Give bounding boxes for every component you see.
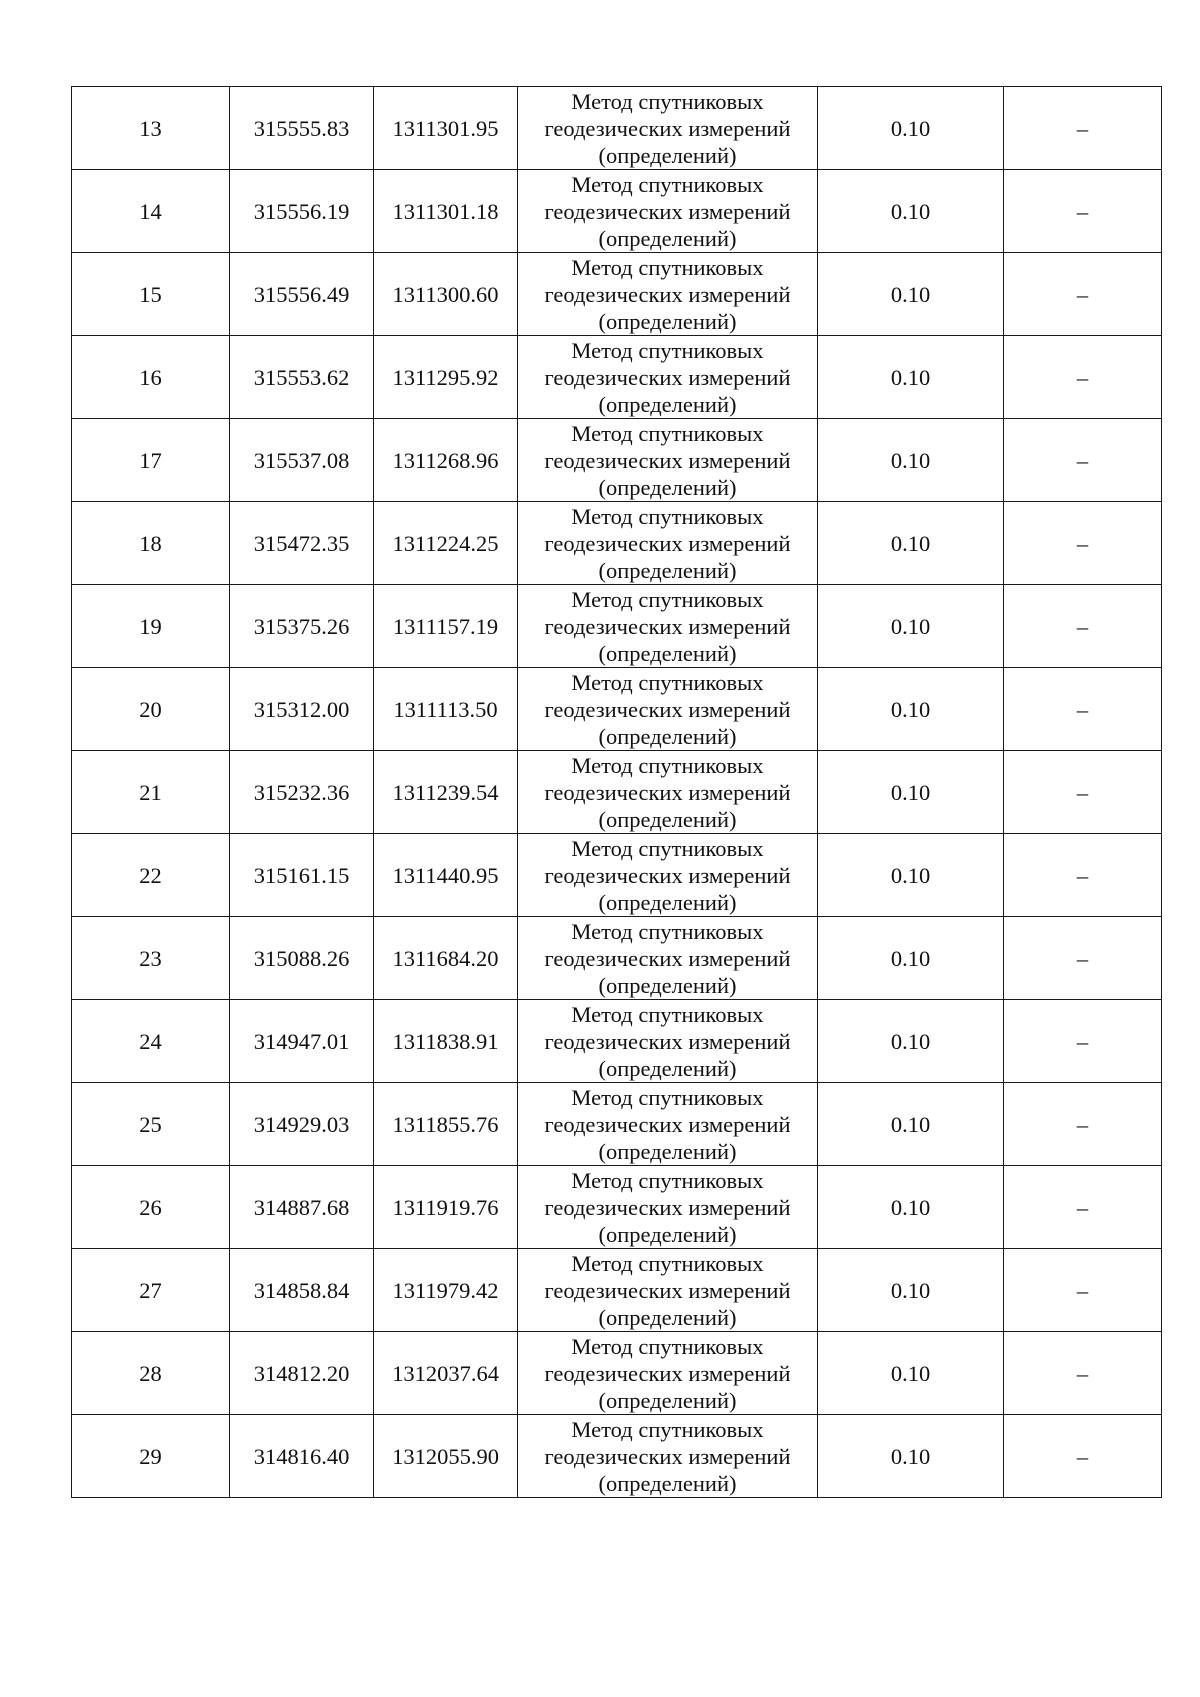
accuracy-cell: 0.10 bbox=[818, 668, 1004, 751]
accuracy-cell: 0.10 bbox=[818, 1000, 1004, 1083]
table-row bbox=[72, 419, 1162, 502]
accuracy-cell: 0.10 bbox=[818, 585, 1004, 668]
x-coordinate-cell: 315375.26 bbox=[230, 585, 374, 668]
table-row bbox=[72, 751, 1162, 834]
y-coordinate-cell: 1311157.19 bbox=[374, 585, 518, 668]
x-coordinate-cell: 314947.01 bbox=[230, 1000, 374, 1083]
table-row bbox=[72, 1083, 1162, 1166]
y-coordinate-cell: 1312055.90 bbox=[374, 1415, 518, 1498]
accuracy-cell: 0.10 bbox=[818, 87, 1004, 170]
note-cell: – bbox=[1004, 253, 1162, 336]
method-cell: Метод спутниковых геодезических измерений (определений) bbox=[518, 834, 818, 917]
note-cell: – bbox=[1004, 751, 1162, 834]
y-coordinate-cell: 1311268.96 bbox=[374, 419, 518, 502]
note-cell: – bbox=[1004, 668, 1162, 751]
point-number-cell: 18 bbox=[72, 502, 230, 585]
x-coordinate-cell: 314816.40 bbox=[230, 1415, 374, 1498]
table-row bbox=[72, 917, 1162, 1000]
x-coordinate-cell: 315537.08 bbox=[230, 419, 374, 502]
y-coordinate-cell: 1311301.95 bbox=[374, 87, 518, 170]
y-coordinate-cell: 1311239.54 bbox=[374, 751, 518, 834]
accuracy-cell: 0.10 bbox=[818, 419, 1004, 502]
accuracy-cell: 0.10 bbox=[818, 170, 1004, 253]
table-row bbox=[72, 336, 1162, 419]
table-row bbox=[72, 668, 1162, 751]
x-coordinate-cell: 315088.26 bbox=[230, 917, 374, 1000]
table-row bbox=[72, 1249, 1162, 1332]
table-row bbox=[72, 253, 1162, 336]
method-cell: Метод спутниковых геодезических измерений (определений) bbox=[518, 336, 818, 419]
note-cell: – bbox=[1004, 170, 1162, 253]
x-coordinate-cell: 315556.19 bbox=[230, 170, 374, 253]
accuracy-cell: 0.10 bbox=[818, 1249, 1004, 1332]
accuracy-cell: 0.10 bbox=[818, 336, 1004, 419]
table-row bbox=[72, 87, 1162, 170]
x-coordinate-cell: 314929.03 bbox=[230, 1083, 374, 1166]
y-coordinate-cell: 1311838.91 bbox=[374, 1000, 518, 1083]
y-coordinate-cell: 1311855.76 bbox=[374, 1083, 518, 1166]
table-row bbox=[72, 170, 1162, 253]
table-row bbox=[72, 502, 1162, 585]
y-coordinate-cell: 1311979.42 bbox=[374, 1249, 518, 1332]
table-row bbox=[72, 585, 1162, 668]
accuracy-cell: 0.10 bbox=[818, 1166, 1004, 1249]
point-number-cell: 21 bbox=[72, 751, 230, 834]
table-row bbox=[72, 1332, 1162, 1415]
x-coordinate-cell: 315555.83 bbox=[230, 87, 374, 170]
note-cell: – bbox=[1004, 585, 1162, 668]
point-number-cell: 14 bbox=[72, 170, 230, 253]
note-cell: – bbox=[1004, 834, 1162, 917]
point-number-cell: 24 bbox=[72, 1000, 230, 1083]
point-number-cell: 16 bbox=[72, 336, 230, 419]
accuracy-cell: 0.10 bbox=[818, 502, 1004, 585]
accuracy-cell: 0.10 bbox=[818, 917, 1004, 1000]
table-row bbox=[72, 1000, 1162, 1083]
coordinates-table-body bbox=[72, 87, 1162, 1498]
note-cell: – bbox=[1004, 1249, 1162, 1332]
x-coordinate-cell: 314812.20 bbox=[230, 1332, 374, 1415]
note-cell: – bbox=[1004, 419, 1162, 502]
method-cell: Метод спутниковых геодезических измерений (определений) bbox=[518, 1166, 818, 1249]
y-coordinate-cell: 1311919.76 bbox=[374, 1166, 518, 1249]
method-cell: Метод спутниковых геодезических измерений (определений) bbox=[518, 585, 818, 668]
method-cell: Метод спутниковых геодезических измерений (определений) bbox=[518, 1000, 818, 1083]
method-cell: Метод спутниковых геодезических измерений (определений) bbox=[518, 1415, 818, 1498]
x-coordinate-cell: 315312.00 bbox=[230, 668, 374, 751]
y-coordinate-cell: 1311295.92 bbox=[374, 336, 518, 419]
point-number-cell: 26 bbox=[72, 1166, 230, 1249]
y-coordinate-cell: 1311300.60 bbox=[374, 253, 518, 336]
table-row bbox=[72, 1415, 1162, 1498]
note-cell: – bbox=[1004, 336, 1162, 419]
accuracy-cell: 0.10 bbox=[818, 1332, 1004, 1415]
method-cell: Метод спутниковых геодезических измерений (определений) bbox=[518, 170, 818, 253]
note-cell: – bbox=[1004, 502, 1162, 585]
note-cell: – bbox=[1004, 1415, 1162, 1498]
x-coordinate-cell: 314858.84 bbox=[230, 1249, 374, 1332]
method-cell: Метод спутниковых геодезических измерений (определений) bbox=[518, 917, 818, 1000]
table-row bbox=[72, 834, 1162, 917]
y-coordinate-cell: 1311440.95 bbox=[374, 834, 518, 917]
table-row bbox=[72, 1166, 1162, 1249]
y-coordinate-cell: 1311301.18 bbox=[374, 170, 518, 253]
x-coordinate-cell: 315556.49 bbox=[230, 253, 374, 336]
method-cell: Метод спутниковых геодезических измерений (определений) bbox=[518, 668, 818, 751]
point-number-cell: 23 bbox=[72, 917, 230, 1000]
method-cell: Метод спутниковых геодезических измерений (определений) bbox=[518, 1249, 818, 1332]
x-coordinate-cell: 314887.68 bbox=[230, 1166, 374, 1249]
y-coordinate-cell: 1311684.20 bbox=[374, 917, 518, 1000]
note-cell: – bbox=[1004, 1332, 1162, 1415]
point-number-cell: 20 bbox=[72, 668, 230, 751]
note-cell: – bbox=[1004, 87, 1162, 170]
point-number-cell: 22 bbox=[72, 834, 230, 917]
point-number-cell: 25 bbox=[72, 1083, 230, 1166]
x-coordinate-cell: 315161.15 bbox=[230, 834, 374, 917]
method-cell: Метод спутниковых геодезических измерений (определений) bbox=[518, 253, 818, 336]
accuracy-cell: 0.10 bbox=[818, 834, 1004, 917]
point-number-cell: 15 bbox=[72, 253, 230, 336]
y-coordinate-cell: 1311224.25 bbox=[374, 502, 518, 585]
point-number-cell: 29 bbox=[72, 1415, 230, 1498]
method-cell: Метод спутниковых геодезических измерений (определений) bbox=[518, 1332, 818, 1415]
method-cell: Метод спутниковых геодезических измерений (определений) bbox=[518, 751, 818, 834]
x-coordinate-cell: 315472.35 bbox=[230, 502, 374, 585]
point-number-cell: 19 bbox=[72, 585, 230, 668]
note-cell: – bbox=[1004, 1166, 1162, 1249]
method-cell: Метод спутниковых геодезических измерений (определений) bbox=[518, 502, 818, 585]
note-cell: – bbox=[1004, 1083, 1162, 1166]
method-cell: Метод спутниковых геодезических измерений (определений) bbox=[518, 419, 818, 502]
accuracy-cell: 0.10 bbox=[818, 751, 1004, 834]
method-cell: Метод спутниковых геодезических измерений (определений) bbox=[518, 87, 818, 170]
coordinates-table bbox=[71, 86, 1162, 1498]
method-cell: Метод спутниковых геодезических измерений (определений) bbox=[518, 1083, 818, 1166]
accuracy-cell: 0.10 bbox=[818, 1083, 1004, 1166]
x-coordinate-cell: 315553.62 bbox=[230, 336, 374, 419]
point-number-cell: 27 bbox=[72, 1249, 230, 1332]
point-number-cell: 17 bbox=[72, 419, 230, 502]
point-number-cell: 28 bbox=[72, 1332, 230, 1415]
point-number-cell: 13 bbox=[72, 87, 230, 170]
y-coordinate-cell: 1311113.50 bbox=[374, 668, 518, 751]
accuracy-cell: 0.10 bbox=[818, 1415, 1004, 1498]
note-cell: – bbox=[1004, 917, 1162, 1000]
y-coordinate-cell: 1312037.64 bbox=[374, 1332, 518, 1415]
accuracy-cell: 0.10 bbox=[818, 253, 1004, 336]
note-cell: – bbox=[1004, 1000, 1162, 1083]
x-coordinate-cell: 315232.36 bbox=[230, 751, 374, 834]
